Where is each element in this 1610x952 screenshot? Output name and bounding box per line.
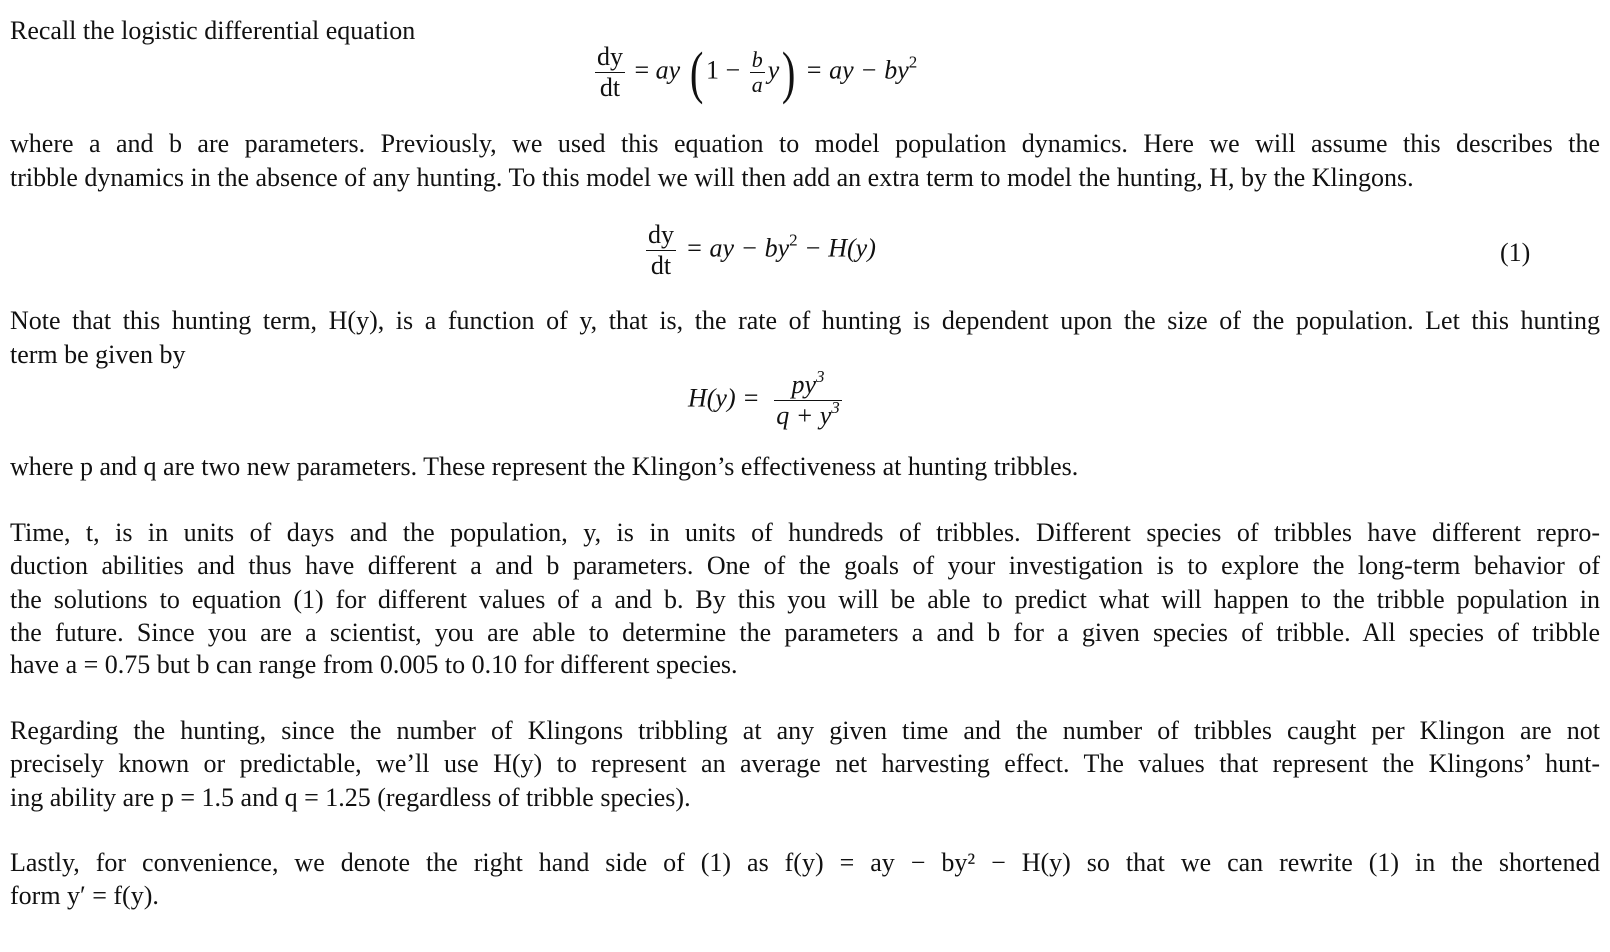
term-ay: ay	[655, 55, 681, 85]
rhs-expression: = ay − by	[685, 233, 790, 263]
frac-numerator: dy	[597, 42, 623, 71]
equation-number: (1)	[1500, 238, 1531, 267]
lhs-H: H(y) =	[688, 383, 760, 413]
frac-denominator	[774, 398, 842, 431]
frac-b-over-a	[750, 48, 765, 97]
para4-line2: duction abilities and thus have different a and b parameters. One of the goals of your investigation is to explore the long-term behavior of	[10, 551, 1600, 580]
frac-denominator: dt	[599, 73, 621, 102]
frac-numerator: dy	[648, 220, 674, 249]
term-y: y	[767, 55, 780, 85]
para2-line1: Note that this hunting term, H(y), is a function of y, that is, the rate of hunting is dependent upon the size of the population. Let this hunting	[10, 306, 1600, 335]
left-paren: (	[689, 39, 704, 105]
frac-denominator: a	[751, 72, 763, 97]
para4-line5: have a = 0.75 but b can range from 0.005 to 0.10 for different species.	[10, 650, 738, 679]
para2-line2: term be given by	[10, 340, 186, 369]
para4-line3: the solutions to equation (1) for different values of a and b. By this you will be able to predict what will happen to the tribble population in	[10, 585, 1600, 614]
frac-dydt	[595, 42, 625, 103]
frac-dydt	[646, 220, 676, 281]
equation-hunting	[643, 220, 876, 281]
equation-logistic	[592, 39, 918, 105]
frac-numerator: b	[751, 47, 763, 72]
para4-line4: the future. Since you are a scientist, you are able to determine the parameters a and b for a given species of tribble. All species of tribble	[10, 618, 1600, 647]
para1-line1: where a and b are parameters. Previously, we used this equation to model population dynamics. Here we will assume this describes the	[10, 129, 1600, 158]
para3-text: where p and q are two new parameters. These represent the Klingon’s effectiveness at hunting tribbles.	[10, 452, 1079, 481]
para5-line2: precisely known or predictable, we’ll use H(y) to represent an average net harvesting effect. The values that represent the Klingons’ hunt-	[10, 749, 1600, 778]
para4-line1: Time, t, is in units of days and the population, y, is in units of hundreds of tribbles. Different species of tribbles have different repro-	[10, 518, 1600, 547]
frac-numerator	[774, 367, 842, 401]
hunting-term: − H(y)	[797, 233, 876, 263]
rhs-expression: = ay − by	[805, 55, 909, 85]
exponent: 3	[831, 398, 840, 417]
term-one-minus: 1 −	[706, 55, 741, 85]
right-paren: )	[782, 39, 796, 105]
para5-line3: ing ability are p = 1.5 and q = 1.25 (regardless of tribble species).	[10, 783, 691, 812]
exponent: 2	[908, 52, 918, 72]
frac-H	[774, 367, 842, 431]
frac-denominator: dt	[650, 251, 672, 280]
exponent: 3	[816, 367, 825, 386]
equals-sign: =	[634, 55, 650, 85]
intro-text: Recall the logistic differential equation	[10, 16, 416, 45]
para1-line2: tribble dynamics in the absence of any hunting. To this model we will then add an extra term to model the hunting, H, by the Klingons.	[10, 163, 1414, 192]
equation-H	[688, 367, 845, 431]
para6-line1: Lastly, for convenience, we denote the right hand side of (1) as f(y) = ay − by² − H(y) so that we can rewrite (1) in the shortened	[10, 848, 1600, 877]
numerator-text: py	[791, 370, 816, 399]
exponent: 2	[789, 230, 798, 250]
para6-line2: form y′ = f(y).	[10, 881, 159, 910]
para5-line1: Regarding the hunting, since the number of Klingons tribbling at any given time and the number of tribbles caught per Klingon are not	[10, 716, 1600, 745]
denominator-text: q + y	[776, 401, 832, 430]
